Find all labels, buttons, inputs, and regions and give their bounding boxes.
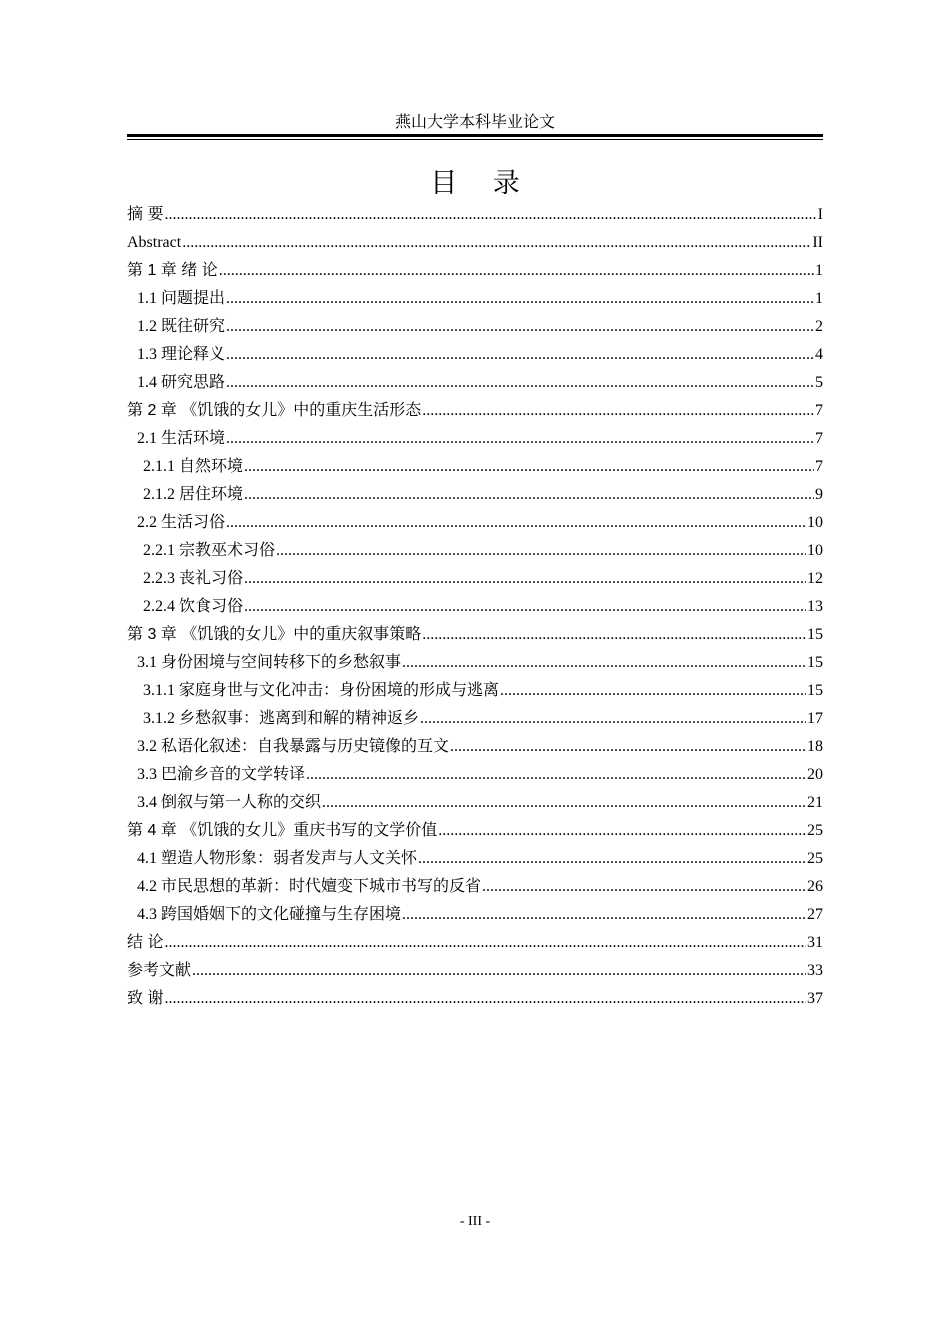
- running-header: 燕山大学本科毕业论文: [394, 114, 555, 131]
- toc-dot-leader: [450, 733, 806, 761]
- toc-entry[interactable]: [127, 789, 823, 817]
- toc-entry-page: 37: [807, 990, 823, 1007]
- toc-entry[interactable]: [127, 817, 823, 845]
- toc-entry-page: 10: [807, 514, 823, 531]
- toc-dot-leader: [322, 789, 806, 817]
- toc-entry-page: 15: [807, 654, 823, 671]
- toc-entry-label: 1.3 理论释义: [137, 346, 226, 363]
- toc-dot-leader: [164, 201, 816, 229]
- toc-entry-page: 9: [815, 486, 823, 503]
- header-rule-thick: [127, 134, 823, 137]
- toc-dot-leader: [226, 313, 814, 341]
- toc-entry-label: 3.4 倒叙与第一人称的交织: [137, 794, 322, 811]
- toc-entry[interactable]: [127, 845, 823, 873]
- toc-dot-leader: [226, 341, 814, 369]
- toc-entry-label: 2.1.1 自然环境: [143, 458, 244, 475]
- toc-entry-page: II: [812, 234, 823, 251]
- toc-entry-page: 33: [807, 962, 823, 979]
- toc-entry[interactable]: [127, 733, 823, 761]
- toc-entry[interactable]: [127, 453, 823, 481]
- toc-entry-page: 26: [807, 878, 823, 895]
- toc-entry[interactable]: [127, 621, 823, 649]
- toc-dot-leader: [482, 873, 806, 901]
- toc-entry-label: 参考文献: [127, 962, 192, 979]
- toc-entry-page: 7: [815, 430, 823, 447]
- toc-dot-leader: [244, 565, 806, 593]
- toc-dot-leader: [500, 677, 806, 705]
- toc-dot-leader: [244, 481, 814, 509]
- toc-entry-page: 10: [807, 542, 823, 559]
- toc-entry-page: 21: [807, 794, 823, 811]
- toc-entry-label: Abstract: [127, 234, 182, 251]
- toc-entry-label: 3.3 巴渝乡音的文学转译: [137, 766, 306, 783]
- toc-entry-label: 第 2 章 《饥饿的女儿》中的重庆生活形态: [127, 402, 422, 419]
- toc-entry[interactable]: [127, 285, 823, 313]
- toc-entry[interactable]: [127, 761, 823, 789]
- toc-entry-label: 4.1 塑造人物形象：弱者发声与人文关怀: [137, 850, 418, 867]
- toc-entry-label: 4.2 市民思想的革新：时代嬗变下城市书写的反省: [137, 878, 482, 895]
- toc-entry-label: 1.2 既往研究: [137, 318, 226, 335]
- toc-entry[interactable]: [127, 341, 823, 369]
- toc-entry-label: 结 论: [127, 934, 164, 951]
- toc-entry[interactable]: [127, 229, 823, 257]
- toc-entry[interactable]: [127, 929, 823, 957]
- toc-entry-page: 12: [807, 570, 823, 587]
- toc-entry-label: 致 谢: [127, 990, 164, 1007]
- toc-entry-page: I: [817, 206, 823, 223]
- toc-entry-label: 2.1 生活环境: [137, 430, 226, 447]
- toc-entry-label: 摘 要: [127, 206, 164, 223]
- toc-entry-label: 2.2.3 丧礼习俗: [143, 570, 244, 587]
- toc-entry-label: 第 1 章 绪 论: [127, 262, 218, 279]
- toc-entry[interactable]: [127, 537, 823, 565]
- toc-dot-leader: [244, 453, 814, 481]
- toc-entry-page: 17: [807, 710, 823, 727]
- header-rule-thin: [127, 139, 823, 140]
- toc-dot-leader: [438, 817, 806, 845]
- toc-dot-leader: [422, 621, 806, 649]
- toc-dot-leader: [164, 929, 806, 957]
- toc-entry-label: 1.1 问题提出: [137, 290, 226, 307]
- toc-entry-page: 7: [815, 402, 823, 419]
- toc-entry-label: 2.1.2 居住环境: [143, 486, 244, 503]
- page-number: - III -: [459, 1214, 491, 1229]
- toc-entry[interactable]: [127, 593, 823, 621]
- toc-entry-label: 3.1 身份困境与空间转移下的乡愁叙事: [137, 654, 402, 671]
- toc-entry-label: 2.2 生活习俗: [137, 514, 226, 531]
- toc-entry[interactable]: [127, 369, 823, 397]
- toc-entry-page: 25: [807, 822, 823, 839]
- toc-entry-page: 5: [815, 374, 823, 391]
- toc-dot-leader: [226, 285, 814, 313]
- toc-dot-leader: [226, 509, 806, 537]
- toc-entry-label: 1.4 研究思路: [137, 374, 226, 391]
- toc-entry-page: 1: [815, 262, 823, 279]
- toc-entry[interactable]: [127, 257, 823, 285]
- toc-entry-page: 18: [807, 738, 823, 755]
- toc-entry[interactable]: [127, 565, 823, 593]
- toc-entry[interactable]: [127, 873, 823, 901]
- toc-entry[interactable]: [127, 481, 823, 509]
- toc-entry[interactable]: [127, 201, 823, 229]
- toc-dot-leader: [192, 957, 806, 985]
- toc-dot-leader: [402, 649, 806, 677]
- toc-entry-label: 第 3 章 《饥饿的女儿》中的重庆叙事策略: [127, 626, 422, 643]
- toc-entry[interactable]: [127, 901, 823, 929]
- toc-entry[interactable]: [127, 677, 823, 705]
- toc-dot-leader: [422, 397, 814, 425]
- toc-entry-label: 2.2.4 饮食习俗: [143, 598, 244, 615]
- toc-entry-page: 1: [815, 290, 823, 307]
- toc-entry[interactable]: [127, 985, 823, 1013]
- table-of-contents: [127, 201, 823, 1013]
- toc-entry-page: 2: [815, 318, 823, 335]
- toc-entry[interactable]: [127, 957, 823, 985]
- toc-dot-leader: [276, 537, 806, 565]
- toc-dot-leader: [226, 369, 814, 397]
- toc-dot-leader: [226, 425, 814, 453]
- toc-entry[interactable]: [127, 705, 823, 733]
- toc-entry[interactable]: [127, 313, 823, 341]
- toc-entry-page: 13: [807, 598, 823, 615]
- toc-entry[interactable]: [127, 649, 823, 677]
- toc-dot-leader: [164, 985, 806, 1013]
- toc-entry-page: 25: [807, 850, 823, 867]
- page-title: 目 录: [430, 168, 534, 198]
- toc-entry-label: 3.1.1 家庭身世与文化冲击：身份困境的形成与逃离: [143, 682, 500, 699]
- toc-dot-leader: [182, 229, 811, 257]
- toc-entry[interactable]: [127, 425, 823, 453]
- toc-entry-label: 4.3 跨国婚姻下的文化碰撞与生存困境: [137, 906, 402, 923]
- toc-entry-label: 3.2 私语化叙述：自我暴露与历史镜像的互文: [137, 738, 450, 755]
- toc-entry-page: 31: [807, 934, 823, 951]
- toc-entry-page: 7: [815, 458, 823, 475]
- toc-entry-label: 第 4 章 《饥饿的女儿》重庆书写的文学价值: [127, 822, 438, 839]
- toc-dot-leader: [420, 705, 806, 733]
- toc-dot-leader: [418, 845, 806, 873]
- toc-entry[interactable]: [127, 509, 823, 537]
- toc-dot-leader: [402, 901, 806, 929]
- toc-entry-page: 27: [807, 906, 823, 923]
- toc-entry-label: 2.2.1 宗教巫术习俗: [143, 542, 276, 559]
- toc-entry-page: 20: [807, 766, 823, 783]
- toc-dot-leader: [306, 761, 806, 789]
- toc-entry-page: 4: [815, 346, 823, 363]
- toc-entry[interactable]: [127, 397, 823, 425]
- toc-dot-leader: [219, 257, 814, 285]
- toc-entry-label: 3.1.2 乡愁叙事：逃离到和解的精神返乡: [143, 710, 420, 727]
- toc-entry-page: 15: [807, 626, 823, 643]
- toc-entry-page: 15: [807, 682, 823, 699]
- toc-dot-leader: [244, 593, 806, 621]
